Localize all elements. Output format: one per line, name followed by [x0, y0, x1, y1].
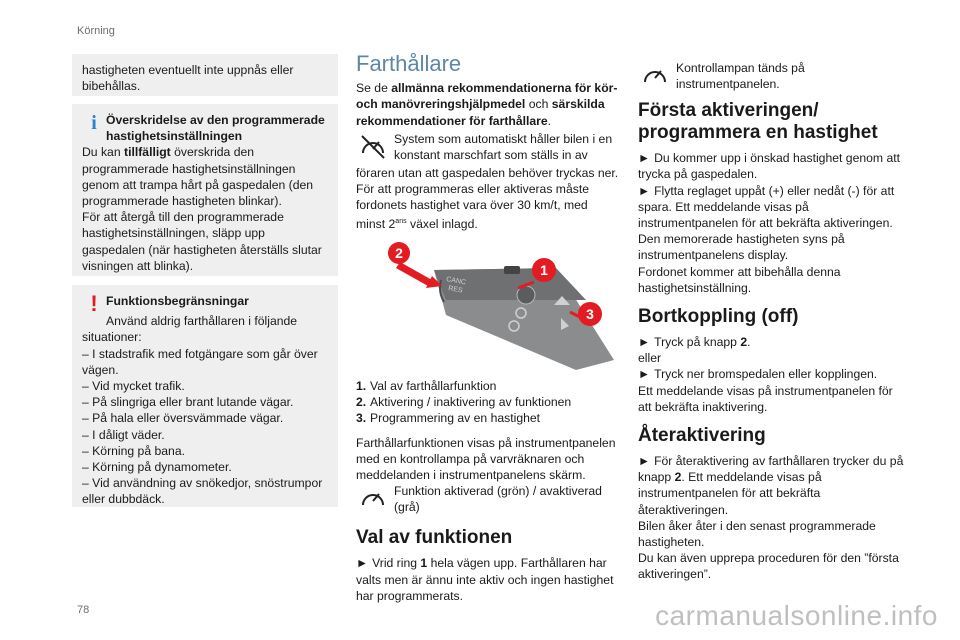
heading-first-activation: Första aktiveringen/ programmera en hastighet — [638, 100, 878, 144]
warning-list — [82, 346, 328, 508]
list-item: – I dåligt väder. — [82, 427, 165, 442]
cruise-control-icon — [638, 60, 676, 94]
first-step-2: ► Flytta reglaget uppåt (+) eller nedåt (-) för att spara. Ett meddelande visas på instrumentpanelen för att bekräfta aktiveringen. — [638, 183, 895, 231]
paragraph-speed: För att programmeras eller aktiveras måste fordonets hastighet vara över 30 km/t, med minst $2^{ans}$ växel inlagd. — [356, 182, 589, 231]
off-step-1: ► Tryck på knapp 2. — [638, 335, 751, 350]
note-text: hastigheten eventuellt inte uppnås eller bibehållas. — [82, 63, 294, 94]
legend — [356, 378, 620, 427]
list-item: – Vid användning av snökedjor, snöstrumpor eller dubbdäck. — [82, 476, 323, 507]
info-icon: i — [91, 112, 97, 134]
legend-item: 2. Aktivering / inaktivering av funktionen — [356, 395, 572, 410]
first-text-3: Den memorerade hastigheten syns på instrumentpanelens display. — [638, 232, 845, 263]
off-text: Ett meddelande visas på instrumentpanelen för att bekräfta inaktivering. — [638, 383, 893, 414]
re-step-1: ► För återaktivering av farthållaren trycker du på knapp 2. Ett meddelande visas på instrumentpanelen för att bekräfta återaktiveringen. — [638, 454, 904, 517]
first-step-1: ► Du kommer upp i önskad hastighet genom att trycka på gaspedalen. — [638, 151, 900, 182]
re-text-3: Du kan även upprepa proceduren för den ”första aktiveringen”. — [638, 551, 899, 582]
warning-intro: Använd aldrig farthållaren i följande situationer: — [82, 314, 298, 345]
list-item: – I stadstrafik med fotgängare som går över vägen. — [82, 346, 318, 377]
info-box-text-1: Du kan tillfälligt överskrida den programmerade hastighetsinställningen genom att trampa hårt på gaspedalen (den programmerade hastigheten blinkar). — [82, 145, 314, 209]
first-text-4: Fordonet kommer att bibehålla denna hastighetsinställning. — [638, 264, 841, 295]
page-number: 78 — [77, 604, 90, 616]
warning-box-title: Funktionsbegränsningar — [106, 294, 249, 308]
heading-select: Val av funktionen — [356, 527, 513, 549]
re-text-2: Bilen åker åter i den senast programmerade hastigheten. — [638, 518, 876, 550]
off-step-2: ► Tryck ner bromspedalen eller kopplingen. — [638, 367, 878, 382]
intro-paragraph: Se de allmänna rekommendationerna för köroch manövreringshjälpmedel och särskilda rekommendationer för farthållare. — [356, 81, 618, 128]
warning-icon: ! — [90, 291, 98, 316]
svg-text:3: 3 — [586, 306, 594, 322]
section-label: Körning — [77, 25, 115, 37]
paragraph-cont: föraren utan att gaspedalen behöver tryckas ner. — [356, 166, 619, 181]
icon-text-2: Funktion aktiverad (grön) / avaktiverad (grå) — [394, 484, 602, 515]
off-or: eller — [638, 351, 662, 366]
legend-item: 3. Programmering av en hastighet — [356, 411, 541, 426]
legend-item: 1. Val av farthållarfunktion — [356, 379, 497, 393]
heading-reactivation: Återaktivering — [638, 425, 766, 447]
stalk-label-res: RES — [447, 285, 464, 295]
list-item: – På slingriga eller brant lutande vägar. — [82, 395, 294, 410]
column-3 — [638, 60, 904, 583]
list-item: – Vid mycket trafik. — [82, 379, 185, 394]
info-box-title: Överskridelse av den programmerade hastighetsinställningen — [106, 113, 325, 144]
paragraph-select: ► Vrid ring 1 hela vägen upp. Farthållaren har valts men är ännu inte aktiv och ingen hastighet har programmerats. — [356, 556, 614, 603]
icon-text-3: Kontrollampan tänds på instrumentpanelen. — [676, 61, 805, 92]
info-box-overspeed — [72, 104, 338, 276]
column-2-lower — [356, 378, 620, 604]
steering-stalk-illustration — [386, 240, 616, 370]
warning-box-limits — [72, 285, 338, 507]
info-box-text-2: För att återgå till den programmerade hastighetsinställningen, släpp upp gaspedalen (när hastigheten återställs slutar visningen att blinka). — [82, 210, 322, 273]
paragraph-display: Farthållarfunktionen visas på instrumentpanelen med en kontrollampa på varvräknaren och meddelanden i instrumentpanelens skärm. — [356, 435, 616, 483]
svg-text:1: 1 — [540, 262, 548, 278]
column-2 — [356, 51, 620, 232]
list-item: – Körning på bana. — [82, 443, 185, 458]
stalk-label-canc: CANC — [445, 276, 467, 287]
page-title: Farthållare — [356, 51, 462, 76]
list-item: – På hala eller översvämmade vägar. — [82, 411, 284, 426]
icon-text-1: System som automatiskt håller bilen i en konstant marschfart som ställs in av — [394, 131, 613, 163]
svg-text:2: 2 — [395, 245, 403, 261]
watermark: carmanualsonline.info — [655, 600, 938, 631]
list-item: – Körning på dynamometer. — [82, 460, 232, 475]
heading-off: Bortkoppling (off) — [638, 306, 799, 328]
note-box-continued — [72, 54, 338, 96]
cruise-control-icon — [356, 483, 394, 517]
cruise-control-off-icon — [356, 131, 394, 165]
